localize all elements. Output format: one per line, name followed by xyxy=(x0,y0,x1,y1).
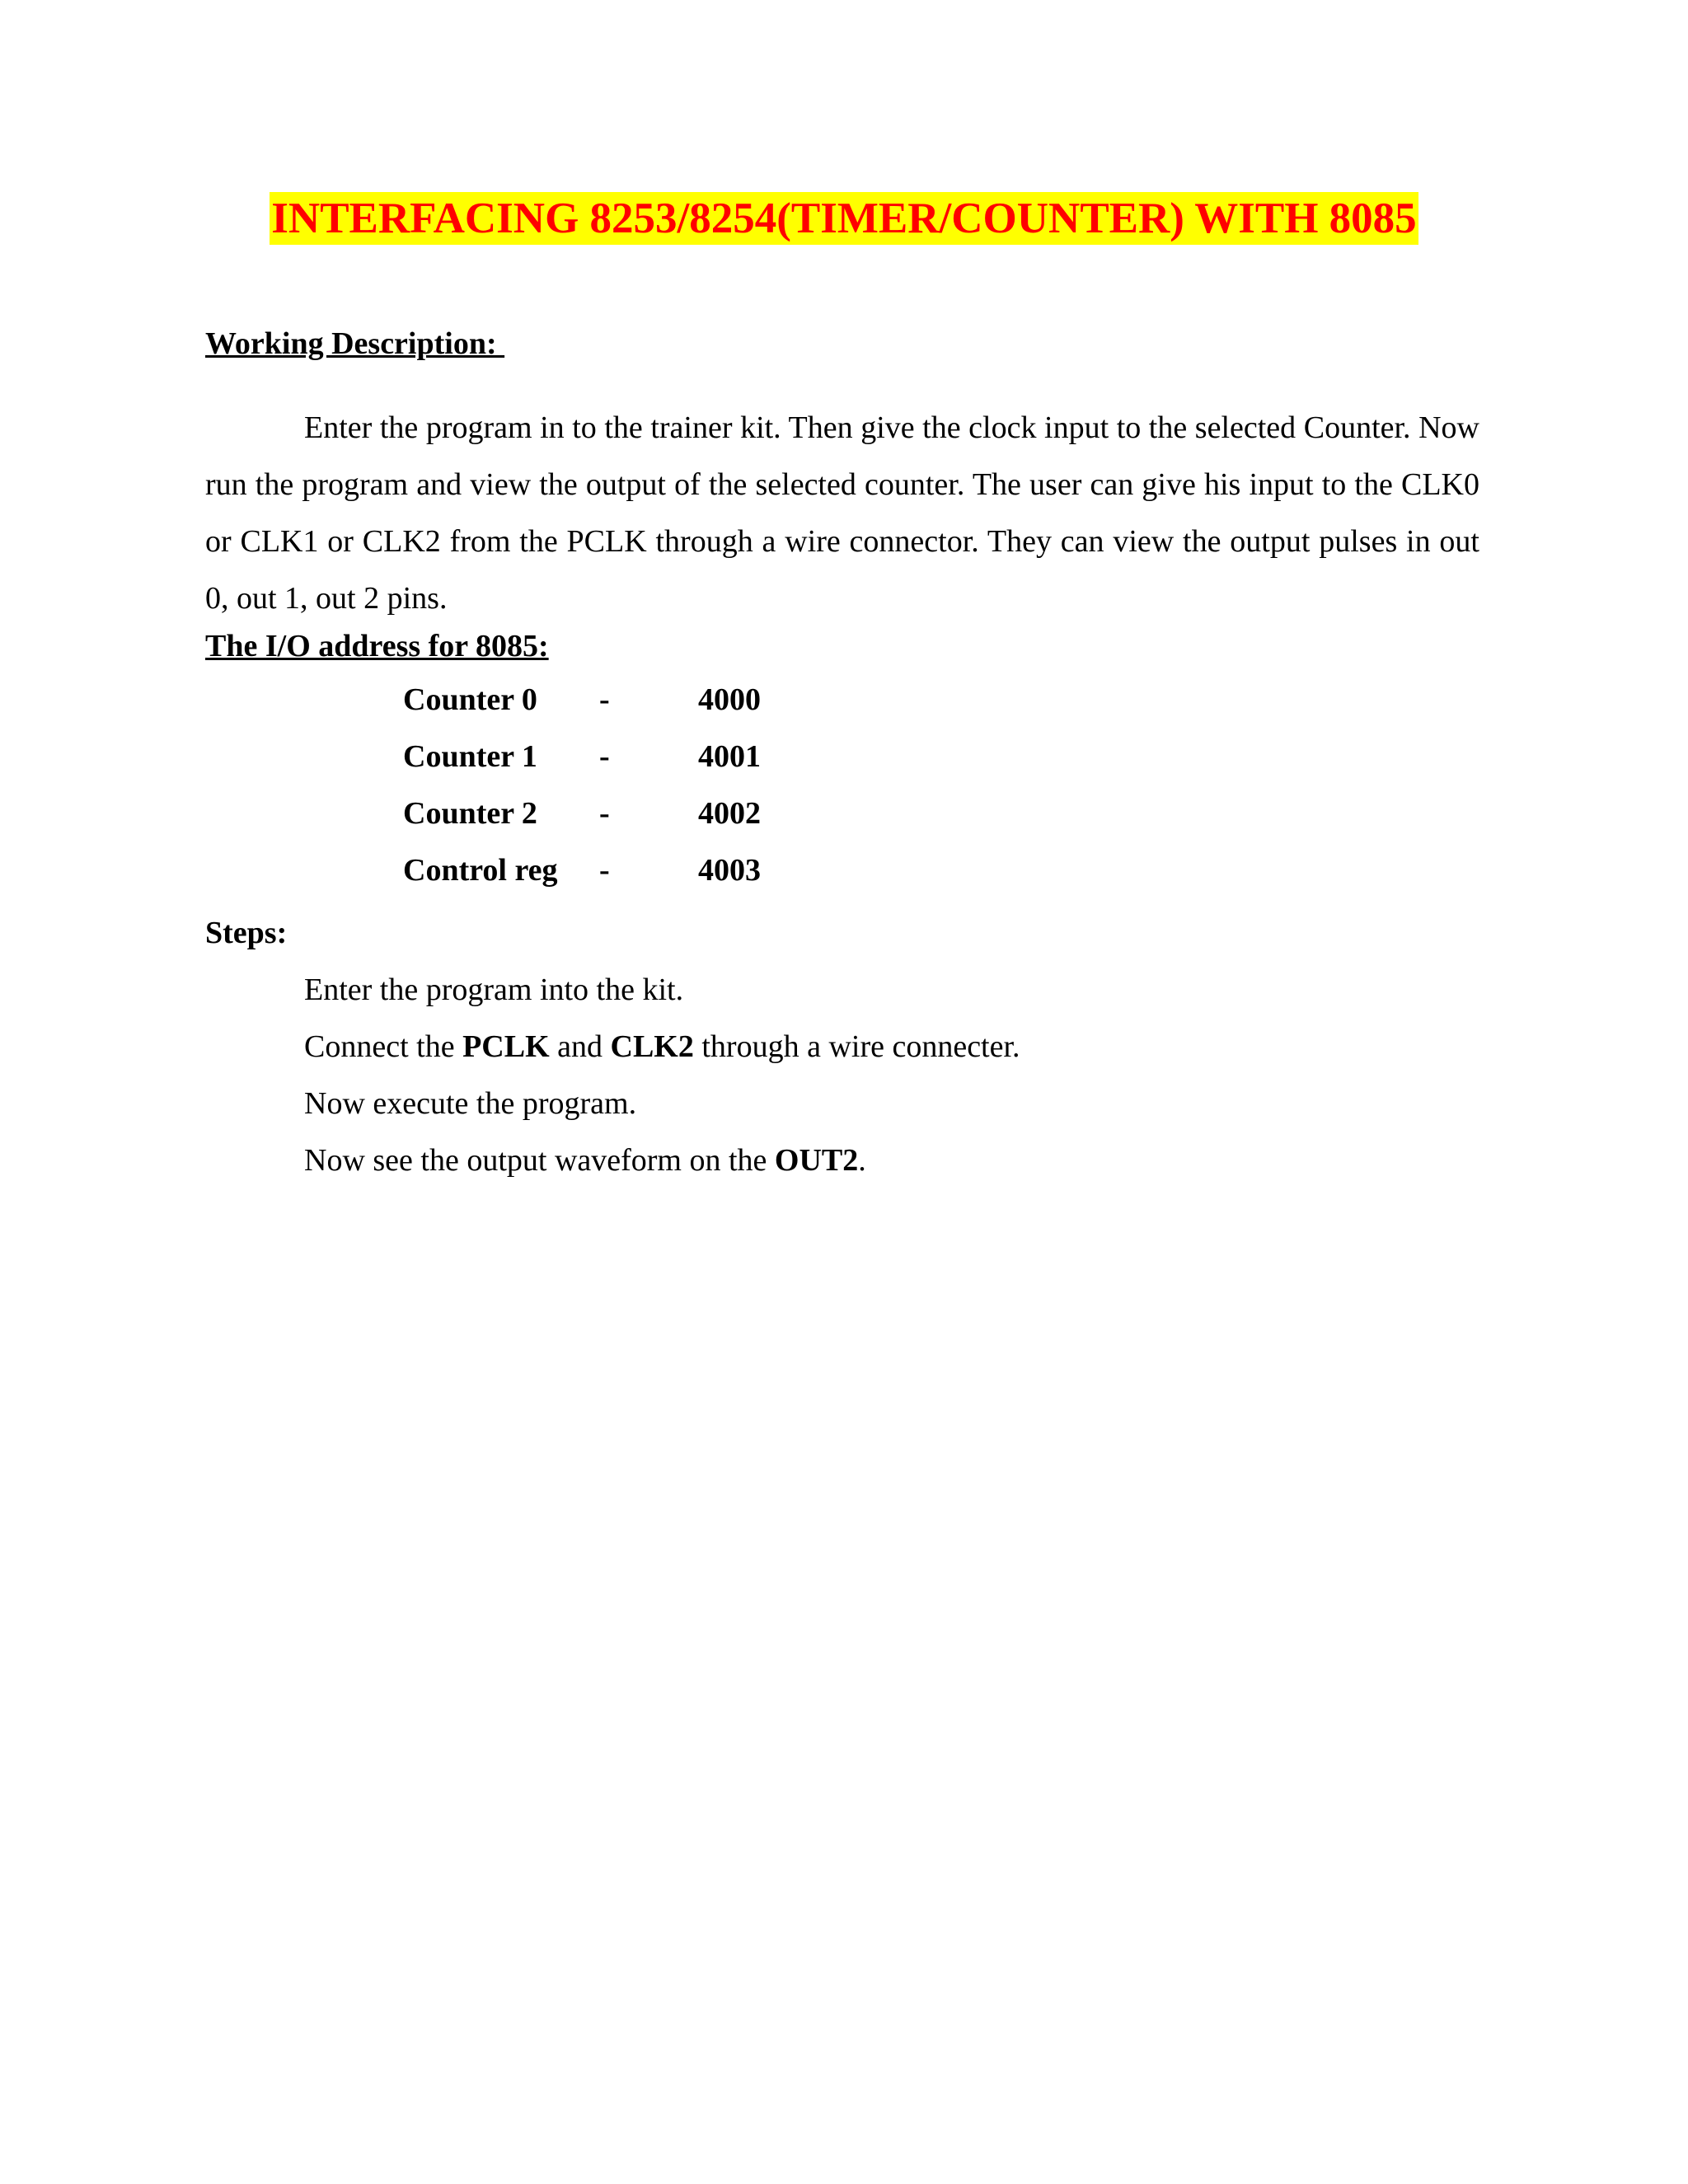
address-separator: - xyxy=(599,796,610,831)
working-description-heading: Working Description: xyxy=(205,326,505,361)
working-description-paragraph: Enter the program in to the trainer kit. Then give the clock input to the selected Counter. Now run the program and view the output of the selected counter. The user can give his input to the CLK0 or CLK1 or CLK2 from the PCLK through a wire connector. They can view the output pulses in out 0, out 1, out 2 pins. xyxy=(205,410,1479,616)
step-2 xyxy=(304,1028,1020,1085)
address-name: Counter 1 xyxy=(403,739,537,774)
steps-list xyxy=(304,971,1020,1198)
address-value: 4000 xyxy=(698,682,761,717)
step-2-middle: and xyxy=(549,1029,611,1064)
io-address-heading: The I/O address for 8085: xyxy=(205,629,549,663)
address-name: Counter 2 xyxy=(403,796,537,831)
address-value: 4003 xyxy=(698,853,761,888)
step-4 xyxy=(304,1141,1020,1198)
step-2-suffix: through a wire connecter. xyxy=(693,1029,1020,1064)
address-value: 4002 xyxy=(698,796,761,831)
step-2-prefix: Connect the xyxy=(304,1029,463,1064)
step-3: Now execute the program. xyxy=(304,1086,637,1121)
step-2-pclk: PCLK xyxy=(462,1029,550,1064)
step-1: Enter the program into the kit. xyxy=(304,972,684,1007)
step-4-suffix: . xyxy=(858,1143,866,1178)
address-name: Counter 0 xyxy=(403,682,537,717)
step-2-clk2: CLK2 xyxy=(610,1029,694,1064)
steps-heading: Steps: xyxy=(205,916,288,950)
address-separator: - xyxy=(599,682,610,717)
step-4-prefix: Now see the output waveform on the xyxy=(304,1143,775,1178)
address-separator: - xyxy=(599,853,610,888)
address-separator: - xyxy=(599,739,610,774)
step-4-out2: OUT2 xyxy=(774,1143,859,1178)
address-value: 4001 xyxy=(698,739,761,774)
document-title: INTERFACING 8253/8254(TIMER/COUNTER) WITH 8085 xyxy=(270,192,1418,245)
address-name: Control reg xyxy=(403,853,558,888)
title-container xyxy=(0,192,1688,245)
